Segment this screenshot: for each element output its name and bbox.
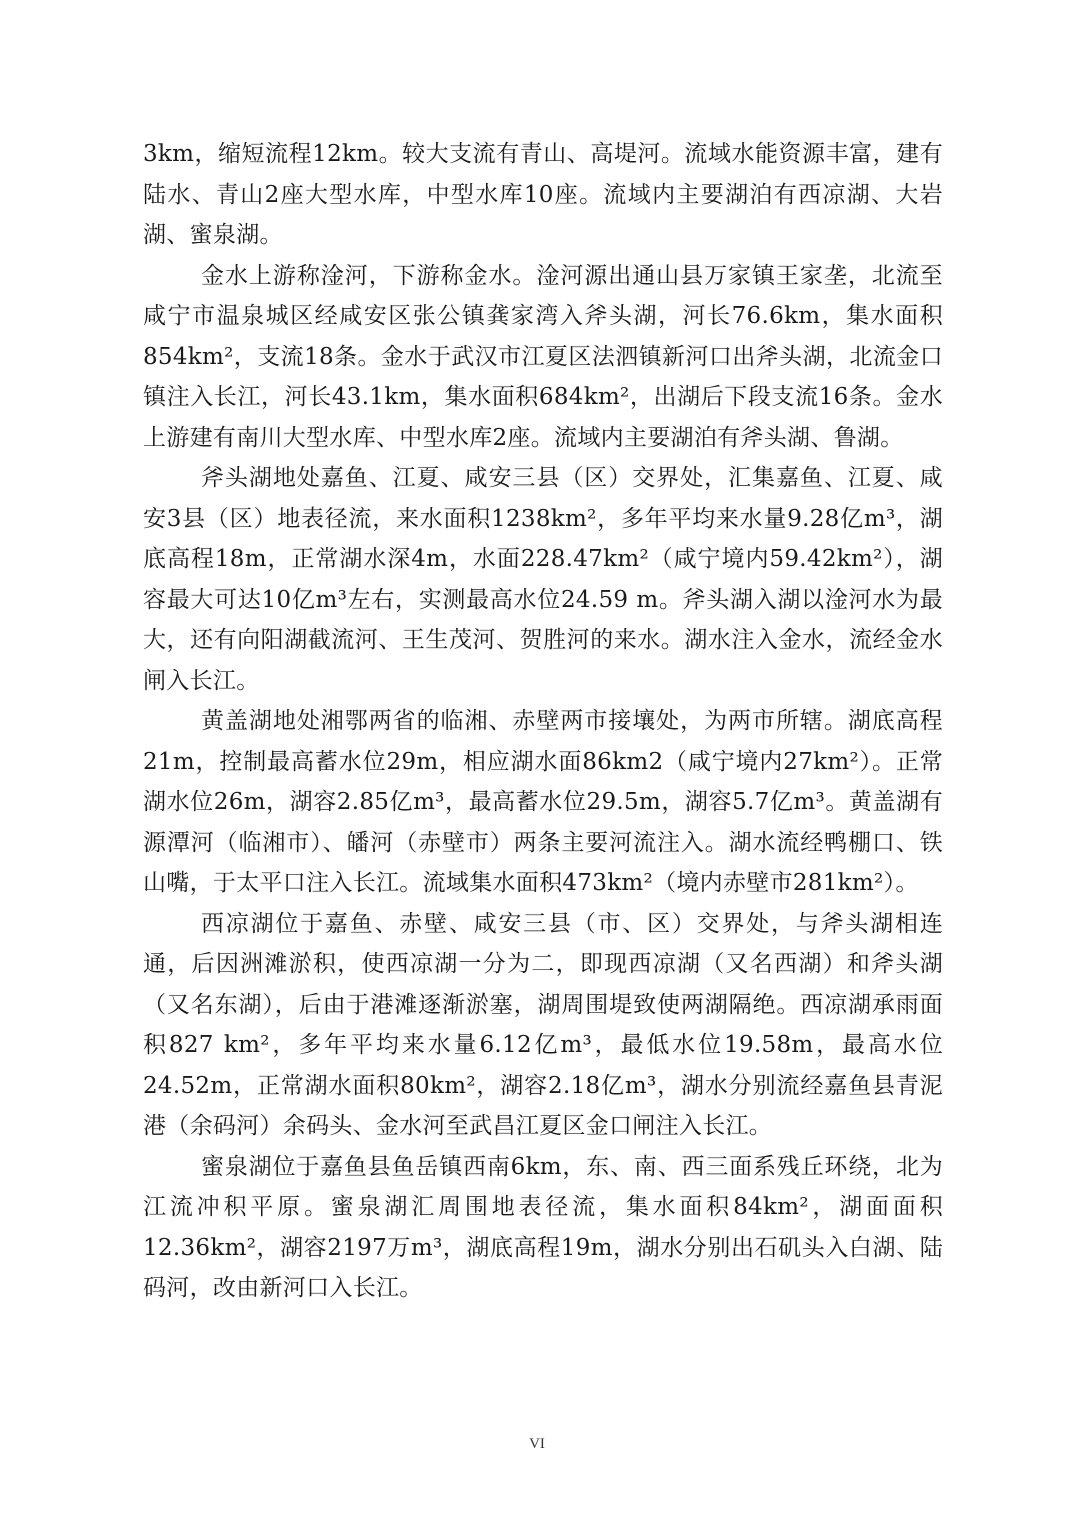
paragraph-huanggai-lake: 黄盖湖地处湘鄂两省的临湘、赤壁两市接壤处，为两市所辖。湖底高程21m，控制最高蓄水位29m，相应湖水面86km2（咸宁境内27km²）。正常湖水位26m，湖容2.85亿m³，最高蓄水位29.5m，湖容5.7亿m³。黄盖湖有源潭河（临湘市）、皤河（赤壁市）两条主要河流注入。湖水流经鸭棚口、铁山嘴，于太平口注入长江。流域集水面积473km²（境内赤壁市281km²）。 [143, 708, 943, 896]
paragraph-futou-lake: 斧头湖地处嘉鱼、江夏、咸安三县（区）交界处，汇集嘉鱼、江夏、咸安3县（区）地表径流，来水面积1238km²，多年平均来水量9.28亿m³，湖底高程18m，正常湖水深4m，水面228.47km²（咸宁境内59.42km²），湖容最大可达10亿m³左右，实测最高水位24.59 m。斧头湖入湖以淦河水为最大，还有向阳湖截流河、王生茂河、贺胜河的来水。湖水注入金水，流经金水闸入长江。 [143, 465, 943, 694]
page-number: VI [529, 1436, 545, 1452]
paragraph-lushui-tributaries: 3km，缩短流程12km。较大支流有青山、高堤河。流域水能资源丰富，建有陆水、青山2座大型水库，中型水库10座。流域内主要湖泊有西凉湖、大岩湖、蜜泉湖。 [143, 141, 943, 248]
paragraph-miquan-lake: 蜜泉湖位于嘉鱼县鱼岳镇西南6km，东、南、西三面系残丘环绕，北为江流冲积平原。蜜泉湖汇周围地表径流，集水面积84km²，湖面面积12.36km²，湖容2197万m³，湖底高程19m，湖水分别出石矶头入白湖、陆码河，改由新河口入长江。 [143, 1153, 943, 1301]
paragraph-xiliang-lake: 西凉湖位于嘉鱼、赤壁、咸安三县（市、区）交界处，与斧头湖相连通，后因洲滩淤积，使西凉湖一分为二，即现西凉湖（又名西湖）和斧头湖（又名东湖），后由于港滩逐渐淤塞，湖周围堤致使两湖隔绝。西凉湖承雨面积827 km²，多年平均来水量6.12亿m³，最低水位19.58m，最高水位24.52m，正常湖水面积80km²，湖容2.18亿m³，湖水分别流经嘉鱼县青泥港（余码河）余码头、金水河至武昌江夏区金口闸注入长江。 [143, 910, 943, 1139]
body-text [143, 134, 943, 1309]
paragraph-jinshui: 金水上游称淦河，下游称金水。淦河源出通山县万家镇王家垄，北流至咸宁市温泉城区经咸安区张公镇龚家湾入斧头湖，河长76.6km，集水面积854km²，支流18条。金水于武汉市江夏区法泗镇新河口出斧头湖，北流金口镇注入长江，河长43.1km，集水面积684km²，出湖后下段支流16条。金水上游建有南川大型水库、中型水库2座。流域内主要湖泊有斧头湖、鲁湖。 [143, 262, 943, 451]
